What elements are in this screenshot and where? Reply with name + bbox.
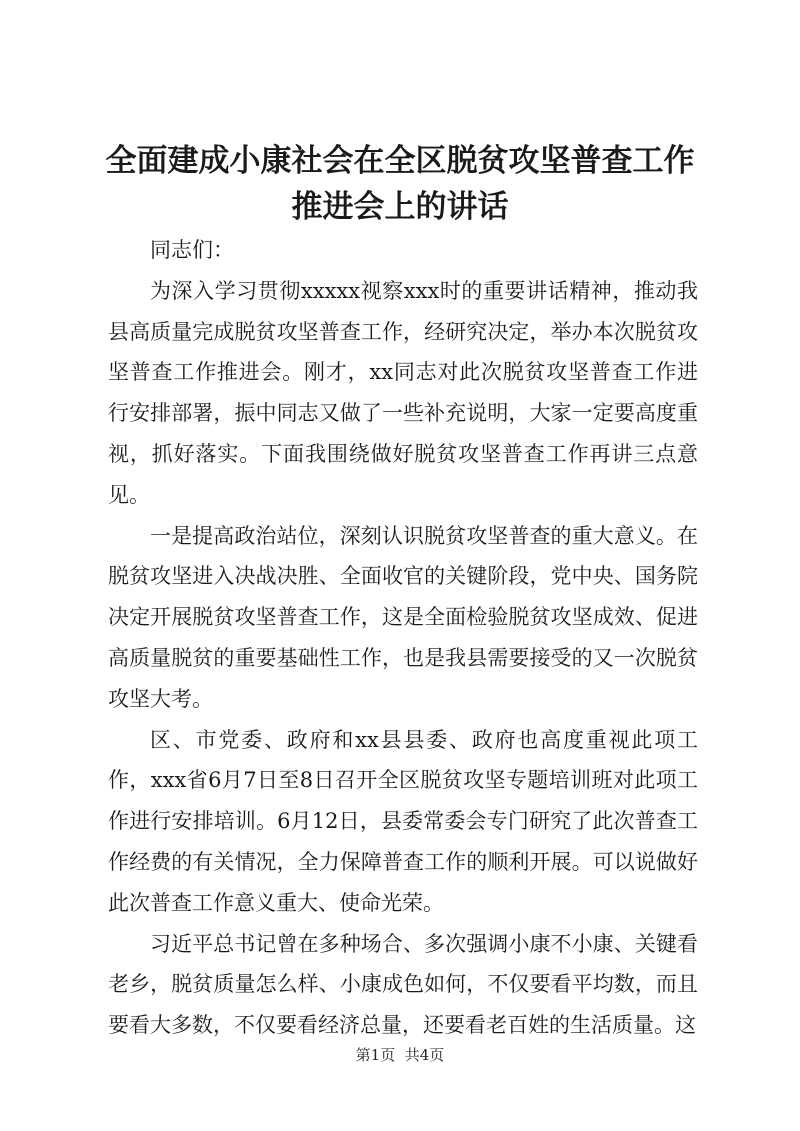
document-body <box>108 230 698 1046</box>
page-number: 第1页 <box>355 1046 396 1064</box>
greeting: 同志们： <box>150 238 234 262</box>
paragraph-3: 区、市党委、政府和xx县县委、政府也高度重视此项工作，xxx省6月7日至8日召开全区脱贫攻坚专题培训班对此项工作进行安排培训。6月12日，县委常委会专门研究了此次普查工作经费的有关情况，全力保障普查工作的顺利开展。可以说做好此次普查工作意义重大、使命光荣。 <box>108 727 698 915</box>
paragraph-1: 为深入学习贯彻xxxxx视察xxx时的重要讲话精神，推动我县高质量完成脱贫攻坚普查工作，经研究决定，举办本次脱贫攻坚普查工作推进会。刚才，xx同志对此次脱贫攻坚普查工作进行安排部署，振中同志又做了一些补充说明，大家一定要高度重视，抓好落实。下面我围绕做好脱贫攻坚普查工作再讲三点意见。 <box>108 278 698 507</box>
document-title: 全面建成小康社会在全区脱贫攻坚普查工作推进会上的讲话 <box>105 143 695 225</box>
paragraph-4: 习近平总书记曾在多种场合、多次强调小康不小康、关键看老乡，脱贫质量怎么样、小康成色如何，不仅要看平均数，而且要看大多数，不仅要看经济总量，还要看老百姓的生活质量。这 <box>108 931 698 1038</box>
page-footer <box>0 1045 800 1065</box>
page-total: 共4页 <box>404 1046 445 1064</box>
paragraph-2: 一是提高政治站位，深刻认识脱贫攻坚普查的重大意义。在脱贫攻坚进入决战决胜、全面收官的关键阶段，党中央、国务院决定开展脱贫攻坚普查工作，这是全面检验脱贫攻坚成效、促进高质量脱贫的重要基础性工作，也是我县需要接受的又一次脱贫攻坚大考。 <box>108 523 698 711</box>
